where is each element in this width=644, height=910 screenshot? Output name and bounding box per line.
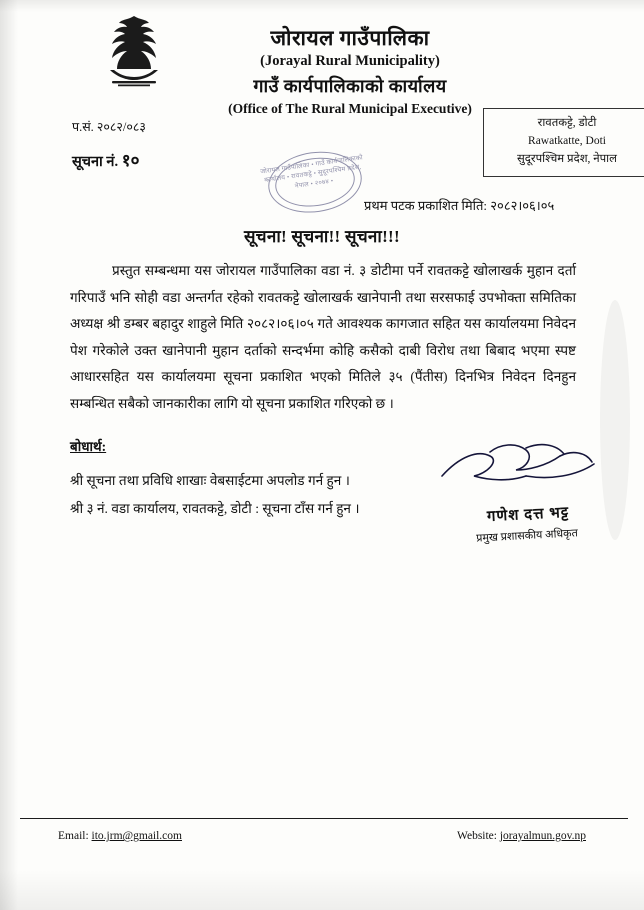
organization-title-block [190, 26, 510, 117]
footer-website [457, 830, 586, 842]
notice-body-paragraph: प्रस्तुत सम्बन्धमा यस जोरायल गाउँपालिका वडा नं. ३ डोटीमा पर्ने रावतकट्टे खोलाखर्क मुहान दर्ता गरिपाउँ भनि सोही वडा अन्तर्गत रहेको रावतकट्टे खोलाखर्क खानेपानी तथा सरसफाई उपभोक्ता समितिका अध्यक्ष श्री डम्बर बहादुर शाहुले मिति २०८२।०६।०५ गते आवश्यक कागजात सहित यस कार्यालयमा निवेदन पेश गरेकोले उक्त खानेपानी मुहान दर्ताको सन्दर्भमा कोहि कसैको दाबी विरोध तथा बिबाद भएमा स्पष्ट आधारसहित यस कार्यालयमा सूचना प्रकाशित भएको मितिले ३५ (पैंतीस) दिनभित्र निवेदन दिनहुन सम्बन्धित सबैको जानकारीका लागि यो सूचना प्रकाशित गरिएको छ । [70, 263, 576, 411]
cc-item-1: श्री सूचना तथा प्रविधि शाखाः वेबसाईटमा अपलोड गर्न हुन । [70, 473, 350, 488]
notice-number [72, 148, 139, 171]
footer-email [58, 830, 182, 842]
footer-divider [20, 818, 628, 819]
notice-number-label: सूचना नं. [72, 154, 119, 170]
signatory-designation: प्रमुख प्रशासकीय अधिकृत [475, 527, 579, 545]
scan-shadow-bottom [0, 870, 644, 910]
publication-date: प्रथम पटक प्रकाशित मिति: २०८२।०६।०५ [364, 198, 555, 213]
address-line-3: सुदूरपश्चिम प्रदेश, नेपाल [517, 152, 617, 165]
cc-label: बोधार्थ: [70, 439, 107, 454]
official-seal-stamp-icon [258, 145, 373, 219]
footer-email-label: Email: [58, 830, 89, 842]
footer-website-value[interactable]: jorayalmun.gov.np [499, 830, 586, 842]
address-line-2: Rawatkatte, Doti [528, 134, 606, 147]
notice-title: सूचना! सूचना!! सूचना!!! [244, 227, 400, 246]
nepal-emblem-icon [92, 14, 176, 88]
seal-text: जोरायल गाउँपालिका • गाउँ कार्यपालिकाको कार्यालय • रावतकट्टे • सुदूरपश्चिम प्रदेश, नेपाल • २०७४ • [259, 154, 364, 190]
signatory-name: गणेश दत्त भट्ट [486, 504, 570, 526]
reference-number: प.सं. २०८२/०८३ [72, 120, 146, 134]
cc-item-2: श्री ३ नं. वडा कार्यालय, रावतकट्टे, डोटी : सूचना टाँस गर्न हुन । [70, 501, 360, 516]
title-nepali-main: जोरायल गाउँपालिका [270, 26, 430, 50]
address-box [483, 108, 644, 177]
handwritten-signature-icon [430, 440, 620, 510]
title-english-main: (Jorayal Rural Municipality) [260, 53, 440, 70]
title-nepali-sub: गाउँ कार्यपालिकाको कार्यालय [253, 76, 447, 97]
signature-block [430, 440, 620, 560]
address-line-1: रावतकट्टे, डोटी [537, 117, 597, 129]
title-english-sub: (Office of The Rural Municipal Executive) [228, 101, 472, 117]
notice-number-value: १० [121, 151, 140, 170]
footer-website-label: Website: [457, 830, 497, 842]
footer-email-value[interactable]: ito.jrm@gmail.com [91, 830, 182, 842]
